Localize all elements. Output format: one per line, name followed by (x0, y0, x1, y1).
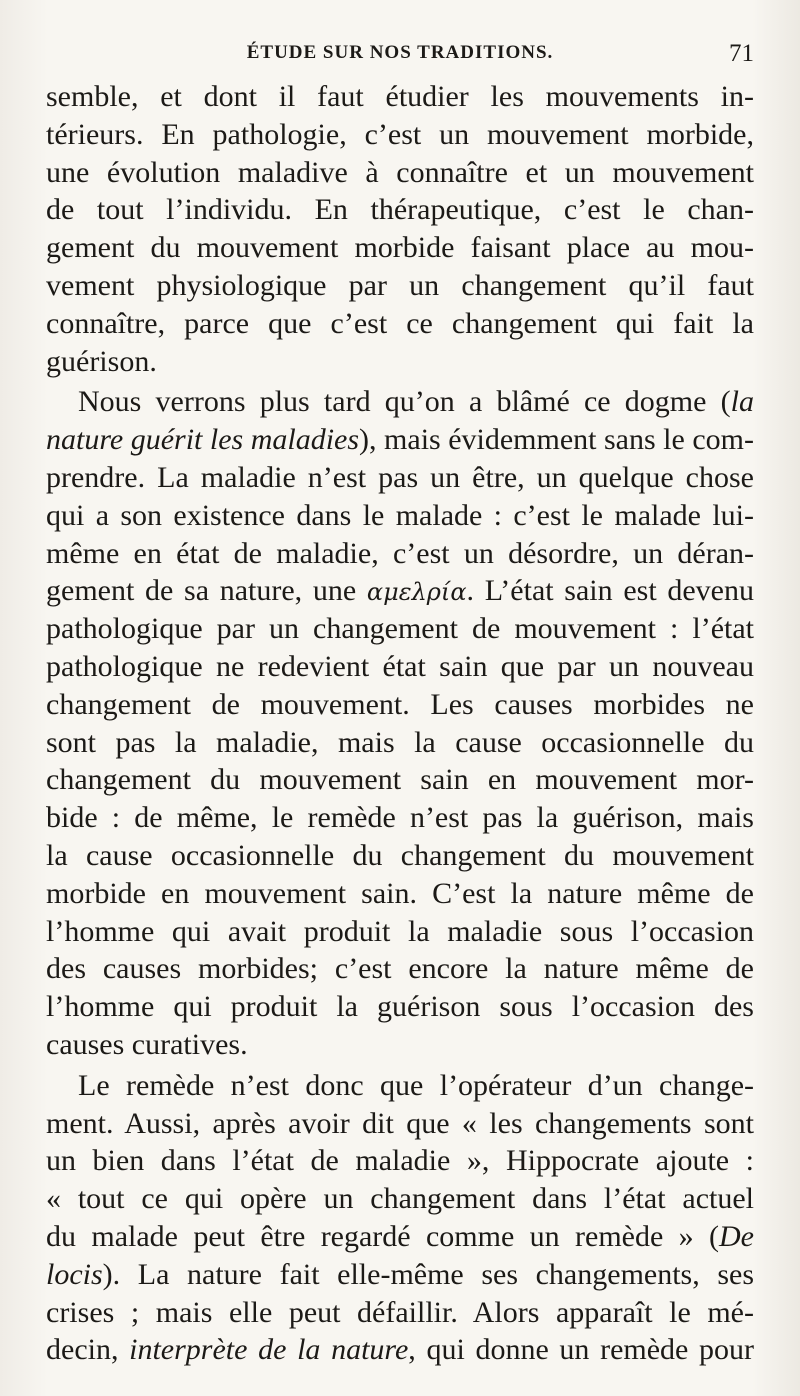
text-fragment: , qui donne un remède pour (408, 1333, 755, 1367)
text-line: bide : de même, le remède n’est pas la guérison, mais (46, 801, 754, 835)
text-line (46, 1218, 754, 1256)
text-line: l’homme qui produit la guérison sous l’occasion des (46, 990, 754, 1024)
text-line: térieurs. En pathologie, c’est un mouvement morbide, (46, 117, 754, 151)
text-line: une évolution maladive à connaître et un mouvement (46, 155, 754, 189)
text-fragment: ). La nature fait elle-même ses changements, ses (102, 1257, 754, 1291)
text-line: ment. Aussi, après avoir dit que « les changements sont (46, 1106, 754, 1140)
text-fragment: du malade peut être regardé comme un remède » ( (46, 1219, 720, 1253)
text-line (46, 572, 754, 610)
text-line: qui a son existence dans le malade : c’est le malade lui- (46, 498, 754, 532)
italic-fragment: la (730, 385, 754, 419)
text-line (46, 1331, 754, 1369)
text-line: connaître, parce que c’est ce changement qui fait la (46, 306, 754, 340)
text-line: « tout ce qui opère un changement dans l’état actuel (46, 1182, 754, 1216)
text-line (46, 383, 754, 421)
page-number: 71 (729, 40, 754, 67)
text-line: un bien dans l’état de maladie », Hippocrate ajoute : (46, 1144, 754, 1178)
text-fragment: Nous verrons plus tard qu’on a blâmé ce dogme ( (78, 385, 731, 419)
text-line: l’homme qui avait produit la maladie sous l’occasion (46, 914, 754, 948)
text-line: prendre. La maladie n’est pas un être, un quelque chose (46, 460, 754, 494)
running-title: ÉTUDE SUR NOS TRADITIONS. (246, 42, 554, 63)
text-line: Le remède n’est donc que l’opérateur d’un change- (78, 1068, 754, 1102)
text-line: crises ; mais elle peut défaillir. Alors apparaît le mé- (46, 1295, 754, 1329)
text-line: causes curatives. (46, 1027, 248, 1061)
italic-fragment: nature guérit les maladies (46, 423, 360, 457)
text-line: sont pas la maladie, mais la cause occasionnelle du (46, 725, 754, 759)
page-header (46, 40, 754, 72)
text-line: changement de mouvement. Les causes morbides ne (46, 687, 754, 721)
text-line: pathologique par un changement de mouvement : l’état (46, 612, 754, 646)
text-line (46, 1256, 754, 1294)
text-fragment: decin, (46, 1333, 130, 1367)
italic-fragment: locis (46, 1257, 103, 1291)
text-line: des causes morbides; c’est encore la nature même de (46, 952, 754, 986)
greek-word: αμελρία (366, 578, 467, 607)
body-text (46, 78, 754, 1369)
text-line: guérison. (46, 344, 157, 378)
text-fragment: ), mais évidemment sans le com- (359, 423, 754, 457)
text-line: morbide en mouvement sain. C’est la nature même de (46, 876, 754, 910)
text-line: de tout l’individu. En thérapeutique, c’est le chan- (46, 193, 754, 227)
text-fragment: . L’état sain est devenu (466, 574, 754, 608)
text-line: même en état de maladie, c’est un désordre, un déran- (46, 536, 754, 570)
text-line: gement du mouvement morbide faisant place au mou- (46, 231, 754, 265)
italic-fragment: interprète de la nature (129, 1333, 409, 1367)
text-fragment: gement de sa nature, une (46, 574, 367, 608)
text-line: changement du mouvement sain en mouvement mor- (46, 763, 754, 797)
text-line: pathologique ne redevient état sain que par un nouveau (46, 649, 754, 683)
text-line (46, 421, 754, 459)
text-line: la cause occasionnelle du changement du mouvement (46, 838, 754, 872)
text-line: vement physiologique par un changement qu’il faut (46, 268, 754, 302)
text-line: semble, et dont il faut étudier les mouvements in- (46, 80, 754, 113)
italic-fragment: De (719, 1219, 754, 1253)
